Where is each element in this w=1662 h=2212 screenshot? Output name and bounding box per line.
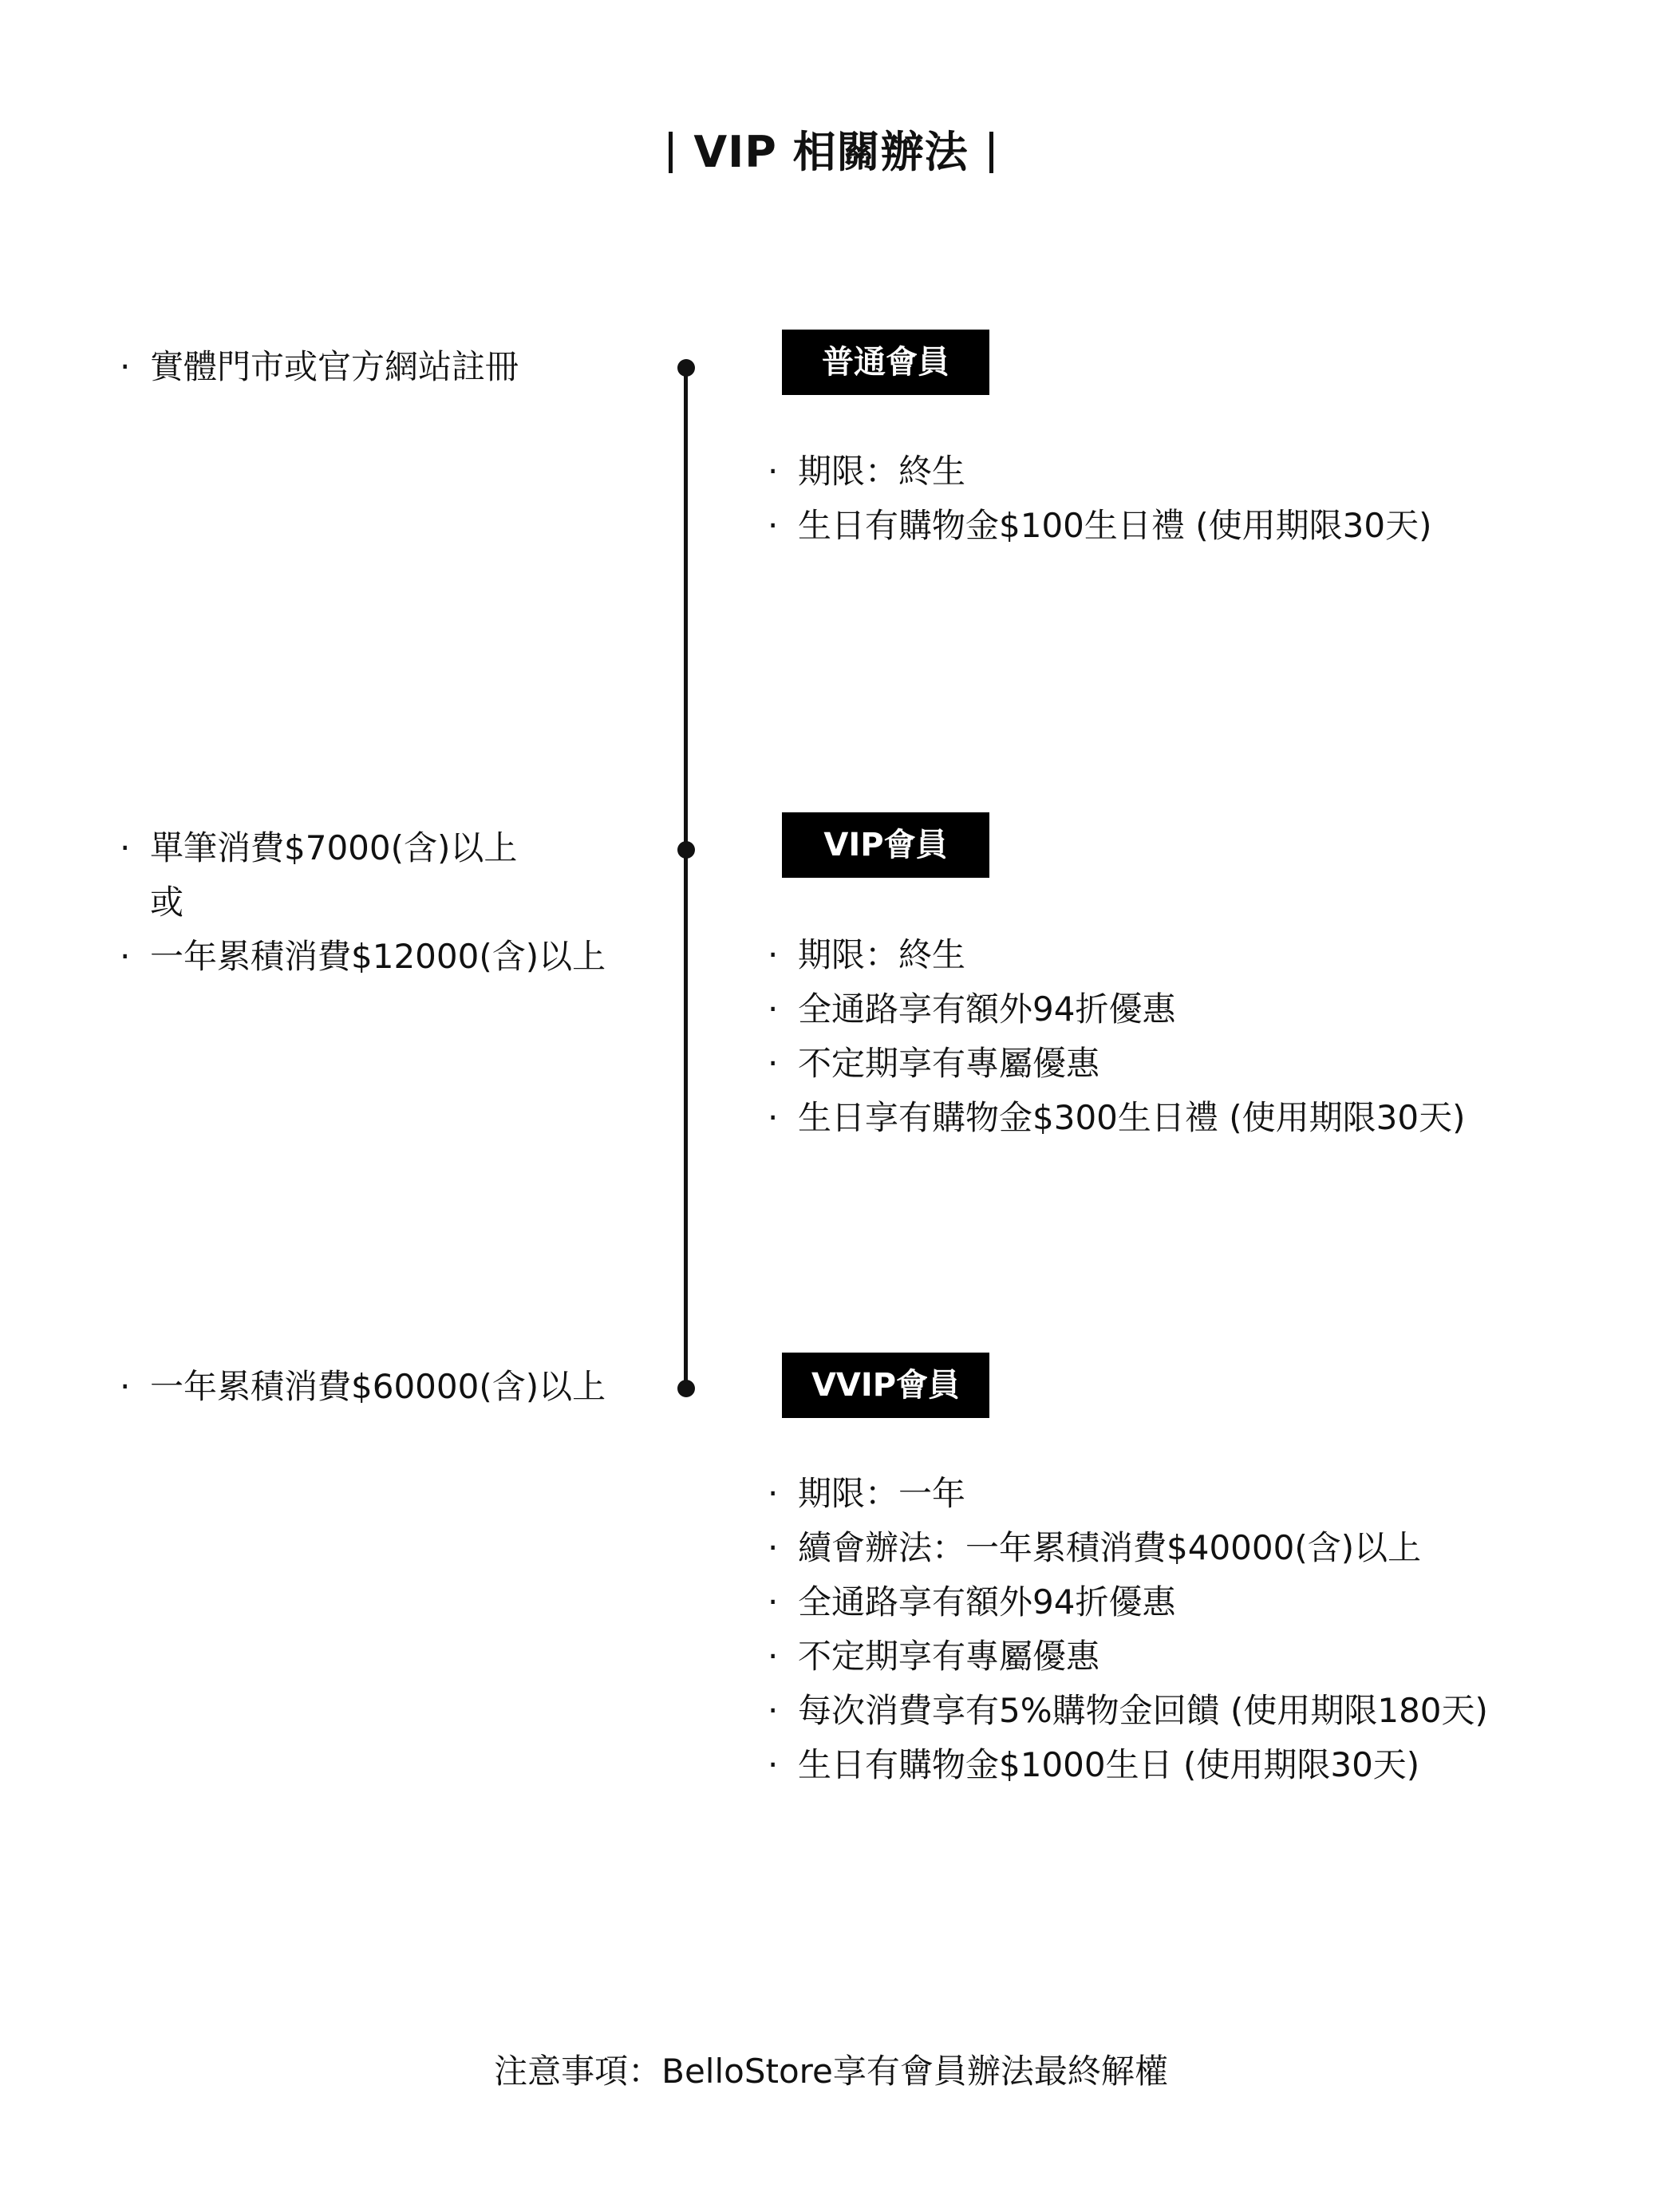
timeline-dot-vip (677, 841, 695, 859)
benefit-item: · 每次消費享有5%購物金回饋 (使用期限180天) (768, 1691, 1488, 1730)
benefit-item: · 期限：終生 (768, 935, 966, 974)
timeline-dot-regular (677, 359, 695, 377)
tier-label-regular: 普通會員 (782, 330, 989, 395)
benefit-item: · 不定期享有專屬優惠 (768, 1044, 1100, 1083)
benefit-item: · 續會辦法：一年累積消費$40000(含)以上 (768, 1528, 1422, 1567)
benefit-item: · 全通路享有額外94折優惠 (768, 989, 1176, 1029)
condition-or-text: 或 (150, 883, 184, 922)
footer-note: 注意事項：BelloStore享有會員辦法最終解權 (494, 2052, 1168, 2091)
benefit-item: · 期限：終生 (768, 452, 966, 491)
vip-conditions (120, 821, 646, 984)
benefit-item: · 生日享有購物金$300生日禮 (使用期限30天) (768, 1098, 1466, 1137)
title-left-bar (669, 132, 673, 173)
regular-conditions (120, 340, 646, 394)
tier-label-vip: VIP會員 (782, 812, 989, 878)
benefit-item: · 期限：一年 (768, 1474, 966, 1513)
vvip-conditions (120, 1360, 646, 1414)
condition-item: · 一年累積消費$60000(含)以上 (120, 1367, 606, 1406)
vip-benefits (768, 928, 1645, 1145)
condition-item: · 一年累積消費$12000(含)以上 (120, 937, 606, 976)
vvip-benefits (768, 1467, 1645, 1792)
benefit-item: · 生日有購物金$100生日禮 (使用期限30天) (768, 506, 1432, 545)
page-title-text: VIP 相關辦法 (693, 127, 969, 177)
benefit-item: · 不定期享有專屬優惠 (768, 1637, 1100, 1676)
regular-benefits (768, 444, 1645, 553)
tier-label-vvip: VVIP會員 (782, 1353, 989, 1418)
condition-item: · 實體門市或官方網站註冊 (120, 347, 519, 386)
timeline-line (684, 367, 688, 1390)
benefit-item: · 全通路享有額外94折優惠 (768, 1582, 1176, 1621)
timeline-dot-vvip (677, 1380, 695, 1397)
page-title (0, 118, 1662, 180)
benefit-item: · 生日有購物金$1000生日 (使用期限30天) (768, 1745, 1420, 1784)
title-right-bar (989, 132, 993, 173)
condition-item: · 單筆消費$7000(含)以上 (120, 828, 518, 867)
